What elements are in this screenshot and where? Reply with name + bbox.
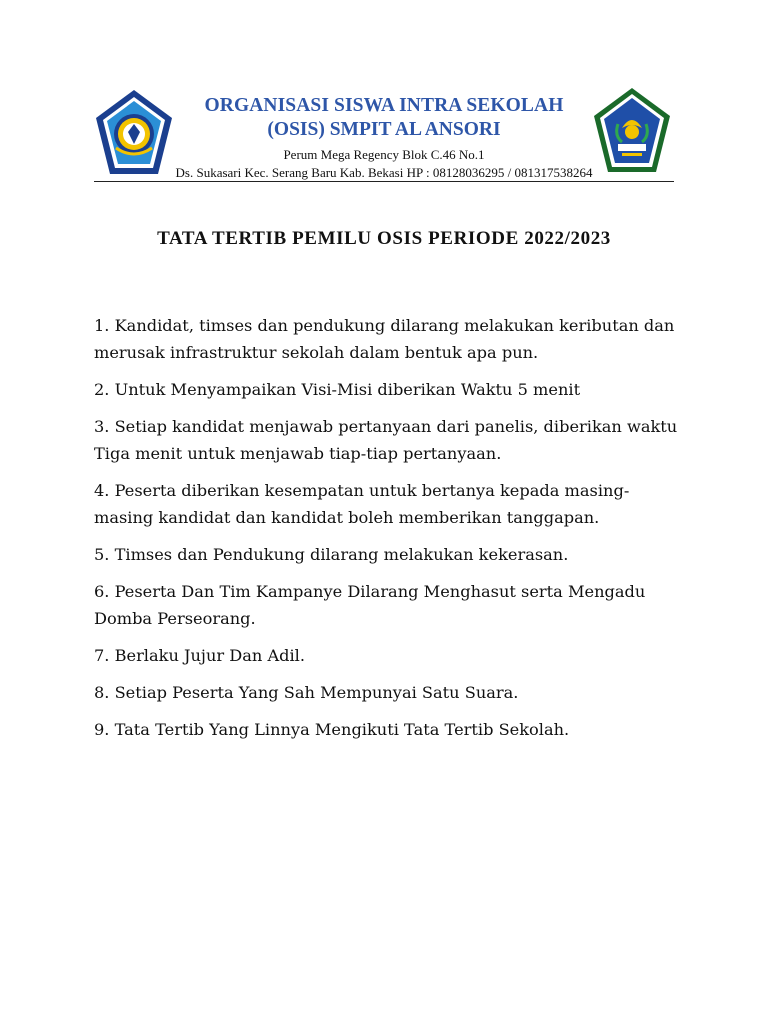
rule-item: 4. Peserta diberikan kesempatan untuk bertanya kepada masing-masing kandidat dan kandidat boleh memberikan tanggapan.	[94, 481, 630, 527]
rule-item: 7. Berlaku Jujur Dan Adil.	[94, 646, 306, 665]
osis-emblem-icon	[94, 88, 174, 178]
organization-name: ORGANISASI SISWA INTRA SEKOLAH	[204, 95, 564, 116]
letterhead-text	[174, 94, 594, 182]
letterhead	[94, 84, 674, 184]
smpit-al-ansori-emblem-icon	[592, 86, 672, 176]
address-line-2: Ds. Sukasari Kec. Serang Baru Kab. Bekasi HP : 08128036295 / 081317538264	[175, 165, 593, 180]
rule-item: 9. Tata Tertib Yang Linnya Mengikuti Tata Tertib Sekolah.	[94, 720, 570, 739]
rules-list	[94, 312, 684, 753]
rule-item: 2. Untuk Menyampaikan Visi-Misi diberikan Waktu 5 menit	[94, 380, 581, 399]
rule-item: 6. Peserta Dan Tim Kampanye Dilarang Menghasut serta Mengadu Domba Perseorang.	[94, 582, 646, 628]
letterhead-divider	[94, 181, 674, 182]
document-title: TATA TERTIB PEMILU OSIS PERIODE 2022/2023	[157, 228, 611, 249]
rule-item: 1. Kandidat, timses dan pendukung dilarang melakukan keributan dan merusak infrastruktur sekolah dalam bentuk apa pun.	[94, 316, 675, 362]
organization-subtitle: (OSIS) SMPIT AL ANSORI	[267, 119, 501, 140]
address-line-1: Perum Mega Regency Blok C.46 No.1	[283, 147, 485, 162]
rule-item: 5. Timses dan Pendukung dilarang melakukan kekerasan.	[94, 545, 569, 564]
rule-item: 8. Setiap Peserta Yang Sah Mempunyai Satu Suara.	[94, 683, 519, 702]
rule-item: 3. Setiap kandidat menjawab pertanyaan dari panelis, diberikan waktu Tiga menit untuk menjawab tiap-tiap pertanyaan.	[94, 417, 678, 463]
